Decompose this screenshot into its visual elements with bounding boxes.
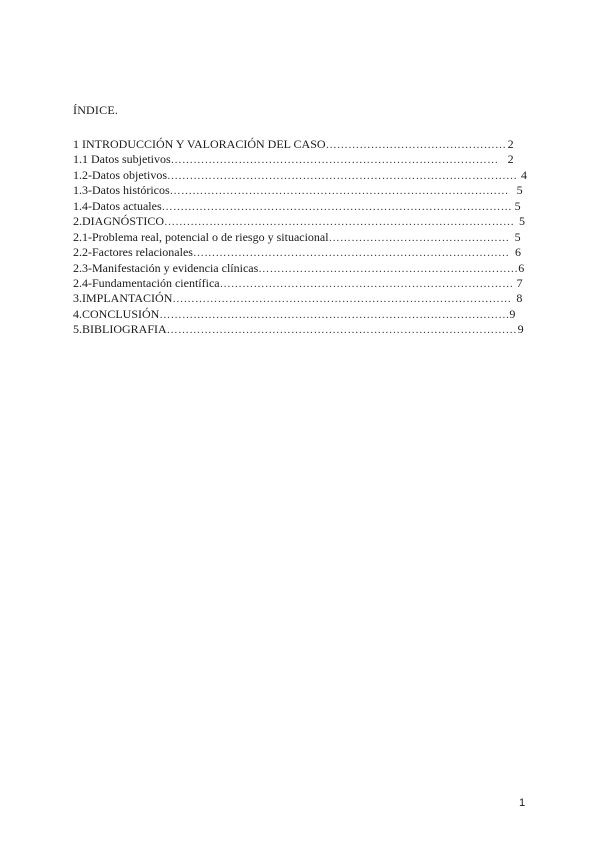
toc-entry-label: 2.2-Factores relacionales xyxy=(73,245,193,260)
toc-entry xyxy=(73,307,533,322)
toc-entry xyxy=(73,261,533,276)
toc-entry-page: 6 xyxy=(514,245,521,260)
toc-entry xyxy=(73,230,533,245)
toc-entry-page: 9 xyxy=(517,322,524,337)
toc-entry xyxy=(73,291,533,306)
toc-leader: ………………………………………………………………………………… xyxy=(164,216,515,229)
toc-entry-label: 3.IMPLANTACIÓN xyxy=(73,291,173,306)
toc-entry xyxy=(73,322,533,337)
toc-leader: ………………………………………………………………………………… xyxy=(167,169,518,182)
toc-entry-page: 5 xyxy=(514,229,521,244)
toc-entry-page: 9 xyxy=(509,306,516,321)
toc-entry-page: 5 xyxy=(514,198,521,213)
toc-entry-label: 2.DIAGNÓSTICO xyxy=(73,214,164,229)
toc-leader: …………………………………………………………………………… xyxy=(170,154,499,167)
toc-entry-label: 5.BIBLIOGRAFIA xyxy=(73,322,167,337)
index-heading: ÍNDICE. xyxy=(73,103,119,117)
table-of-contents xyxy=(73,137,533,338)
toc-leader: …………………………………………………………… xyxy=(258,262,519,275)
toc-entry-label: 2.4-Fundamentación científica xyxy=(73,275,220,290)
toc-entry xyxy=(73,214,533,229)
toc-entry-page: 2 xyxy=(507,152,514,167)
toc-entry-page: 5 xyxy=(519,214,525,229)
toc-entry xyxy=(73,183,533,198)
toc-entry xyxy=(73,137,533,152)
toc-leader: …………………………………………………………………… xyxy=(219,277,514,290)
toc-entry-label: 4.CONCLUSIÓN xyxy=(73,306,160,321)
toc-entry xyxy=(73,245,533,260)
page-number: 1 xyxy=(519,797,526,809)
toc-entry-label: 1 INTRODUCCIÓN Y VALORACIÓN DEL CASO xyxy=(73,137,326,151)
toc-leader: ………………………………………………………………………… xyxy=(192,247,510,260)
toc-leader: ………………………………………………………………………………… xyxy=(159,308,510,321)
toc-leader: ……………………………………………………………………………… xyxy=(172,293,512,306)
toc-entry-label: 2.3-Manifestación y evidencia clínicas xyxy=(73,260,259,275)
toc-entry xyxy=(73,152,533,167)
toc-leader: ………………………………………… xyxy=(328,231,510,244)
toc-leader: ……………………………………………………………………………… xyxy=(169,185,509,198)
toc-entry xyxy=(73,199,533,214)
toc-entry-page: 8 xyxy=(516,291,523,306)
toc-entry-label: 2.1-Problema real, potencial o de riesgo y situacional xyxy=(73,229,329,244)
toc-entry-label: 1.4-Datos actuales xyxy=(73,198,162,213)
toc-leader: ………………………………………………………………………………… xyxy=(166,324,517,337)
toc-leader: ………………………………………………………………………………… xyxy=(161,200,512,213)
toc-entry-page: 6 xyxy=(518,260,525,275)
toc-entry-label: 1.2-Datos objetivos xyxy=(73,167,167,182)
toc-entry-label: 1.3-Datos históricos xyxy=(73,183,170,198)
toc-entry-page: 5 xyxy=(516,183,523,198)
toc-entry-page: 7 xyxy=(516,275,523,290)
toc-entry-page: 4 xyxy=(521,167,527,182)
toc-entry-page: 2 xyxy=(507,137,514,151)
toc-entry-label: 1.1 Datos subjetivos xyxy=(73,152,171,167)
toc-leader: ………………………………………… xyxy=(325,139,507,151)
toc-entry xyxy=(73,276,533,291)
toc-entry xyxy=(73,168,533,183)
